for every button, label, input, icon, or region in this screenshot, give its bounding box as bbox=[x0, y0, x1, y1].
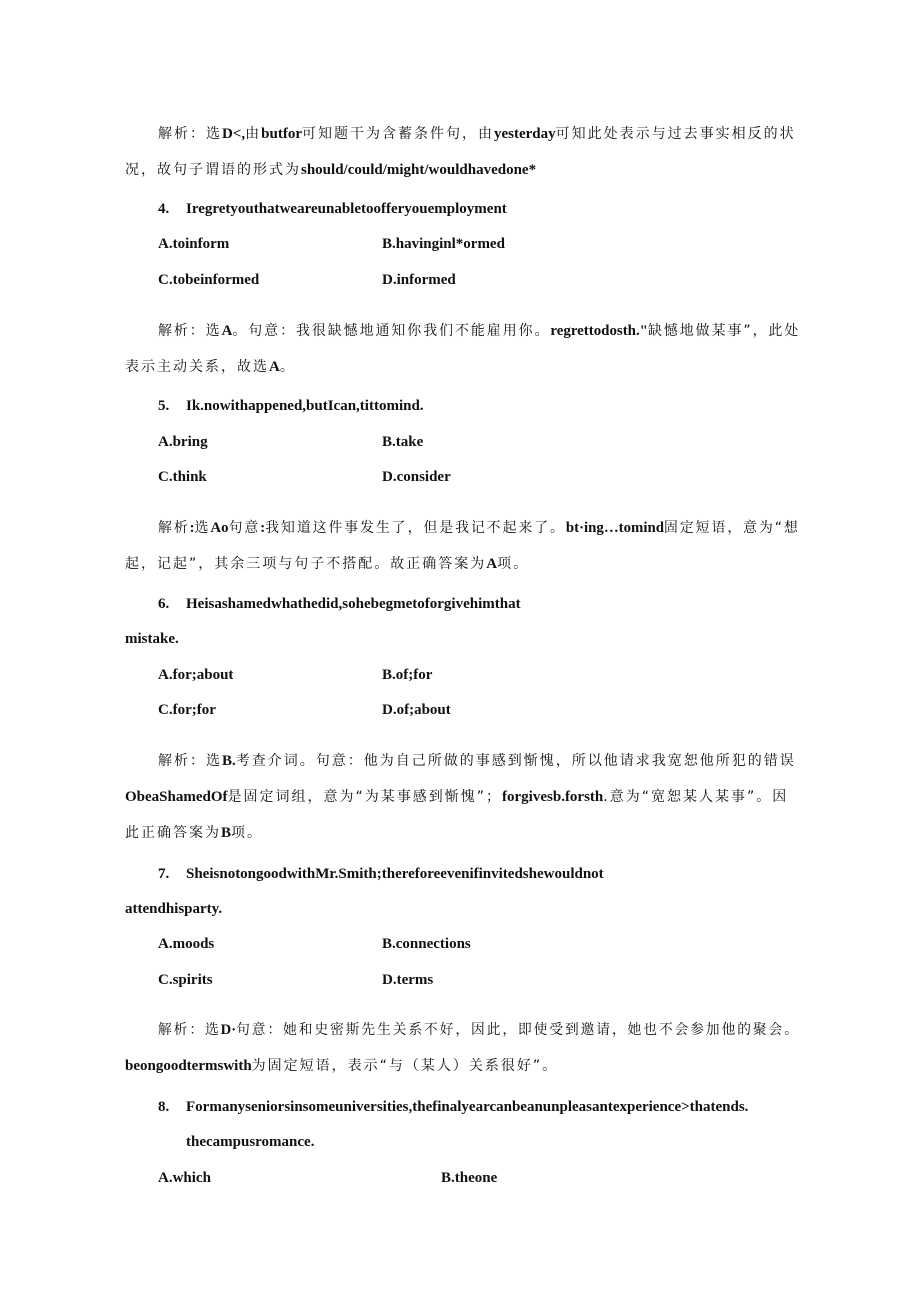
english-term: beongoodtermswith bbox=[125, 1058, 252, 1074]
chinese-text: 项。 bbox=[231, 825, 264, 841]
question-8-option-a: A.which bbox=[158, 1170, 211, 1186]
question-6-option-b: B.of;for bbox=[382, 667, 433, 683]
question-7-option-a: A.moods bbox=[158, 936, 215, 952]
question-7-stem-continued: attendhisparty. bbox=[125, 901, 223, 917]
chinese-text: 况，故句子谓语的形式为 bbox=[125, 162, 301, 178]
question-5-option-a: A.bring bbox=[158, 434, 208, 450]
question-6-number: 6. bbox=[158, 596, 170, 612]
chinese-text: 句意：她和史密斯先生关系不好，因此，即使受到邀请，她也不会参加他的聚会。 bbox=[236, 1022, 800, 1038]
english-term: D· bbox=[220, 1022, 237, 1038]
question-5-option-b: B.take bbox=[382, 434, 424, 450]
english-term: bt·ing…tomind bbox=[565, 520, 665, 536]
chinese-text: 我知道这件事发生了，但是我记不起来了。 bbox=[265, 520, 566, 536]
english-term: regrettodosth." bbox=[550, 323, 648, 339]
chinese-text: 固定短语，意为“想 bbox=[664, 520, 800, 536]
question-7-text: SheisnotongoodwithMr.Smith;thereforeevenifinvitedshewouldnot bbox=[186, 866, 604, 882]
english-term: : bbox=[189, 520, 195, 536]
explanation-4-line-1 bbox=[158, 320, 800, 341]
question-8-text: Formanyseniorsinsomeuniversities,thefinalyearcanbeanunpleasantexperience>thatends. bbox=[186, 1099, 749, 1115]
english-term: B bbox=[221, 825, 232, 841]
question-6-stem bbox=[158, 594, 521, 614]
explanation-5-line-2 bbox=[125, 553, 529, 574]
question-6-option-d: D.of;about bbox=[382, 702, 451, 718]
question-4-text: Iregretyouthatweareunabletoofferyouemployment bbox=[186, 201, 507, 217]
question-8-option-b: B.theone bbox=[441, 1170, 498, 1186]
question-5-option-d: D.consider bbox=[382, 469, 451, 485]
question-6-text: Heisashamedwhathedid,sohebegmetoforgivehimthat bbox=[186, 596, 521, 612]
chinese-text: 解析 bbox=[158, 520, 190, 536]
english-term: D<, bbox=[222, 126, 246, 142]
chinese-text: 缺憾地做某事”，此处 bbox=[647, 323, 801, 339]
chinese-text: .意为“宽恕某人某事”。因 bbox=[603, 789, 789, 805]
chinese-text: 项。 bbox=[497, 556, 530, 572]
question-5-stem bbox=[158, 396, 424, 416]
explanation-6-line-3 bbox=[125, 822, 263, 843]
chinese-text: 解析：选 bbox=[158, 323, 222, 339]
question-7-option-c: C.spirits bbox=[158, 972, 213, 988]
question-4-number: 4. bbox=[158, 201, 170, 217]
chinese-text: 此正确答案为 bbox=[125, 825, 221, 841]
question-4-option-d: D.informed bbox=[382, 272, 456, 288]
question-7-stem bbox=[158, 864, 604, 884]
chinese-text: 为固定短语，表示“与（某人）关系很好”。 bbox=[251, 1058, 559, 1074]
english-term: Ao bbox=[210, 520, 229, 536]
question-8-stem bbox=[158, 1097, 748, 1117]
chinese-text: 。 bbox=[279, 359, 296, 375]
chinese-text: 解析：选 bbox=[158, 1022, 221, 1038]
question-6-stem-continued: mistake. bbox=[125, 631, 179, 647]
question-4-stem bbox=[158, 199, 507, 219]
english-term: forgivesb.forsth bbox=[502, 789, 604, 805]
english-term: A bbox=[486, 556, 498, 572]
question-6-option-a: A.for;about bbox=[158, 667, 234, 683]
chinese-text: 解析：选 bbox=[158, 126, 222, 142]
question-4-option-c: C.tobeinformed bbox=[158, 272, 260, 288]
question-5-number: 5. bbox=[158, 398, 170, 414]
english-term: : bbox=[260, 520, 266, 536]
question-5-option-c: C.think bbox=[158, 469, 207, 485]
question-4-option-a: A.toinform bbox=[158, 236, 230, 252]
explanation-5-line-1 bbox=[158, 517, 800, 538]
english-term: B. bbox=[222, 753, 236, 769]
question-8-stem-continued: thecampusromance. bbox=[186, 1134, 315, 1150]
chinese-text: 考查介词。句意：他为自己所做的事感到惭愧，所以他请求我宽恕他所犯的错误 bbox=[235, 753, 796, 769]
explanation-7-line-2 bbox=[125, 1055, 558, 1076]
chinese-text: 是固定词组，意为“为某事感到惭愧”； bbox=[227, 789, 503, 805]
english-term: ObeaShamedOf bbox=[125, 789, 228, 805]
english-term: A bbox=[221, 323, 233, 339]
english-term: butfor bbox=[261, 126, 302, 142]
english-term: A bbox=[269, 359, 280, 375]
chinese-text: 。句意：我很缺憾地通知你我们不能雇用你。 bbox=[232, 323, 551, 339]
chinese-text: 可知题干为含蓄条件句，由 bbox=[301, 126, 494, 142]
explanation-3-line-2 bbox=[125, 159, 536, 180]
chinese-text: 表示主动关系，故选 bbox=[125, 359, 269, 375]
explanation-4-line-2 bbox=[125, 356, 296, 377]
chinese-text: 可知此处表示与过去事实相反的状 bbox=[555, 126, 796, 142]
question-7-option-b: B.connections bbox=[382, 936, 471, 952]
english-term: yesterday bbox=[493, 126, 556, 142]
question-7-number: 7. bbox=[158, 866, 170, 882]
question-4-option-b: B.havinginl*ormed bbox=[382, 236, 505, 252]
explanation-6-line-2 bbox=[125, 786, 788, 807]
chinese-text: 由 bbox=[245, 126, 262, 142]
chinese-text: 句意 bbox=[228, 520, 261, 536]
english-term: should/could/might/wouldhavedone* bbox=[301, 162, 537, 178]
chinese-text: 选 bbox=[194, 520, 211, 536]
chinese-text: 起，记起”，其余三项与句子不搭配。故正确答案为 bbox=[125, 556, 487, 572]
question-6-option-c: C.for;for bbox=[158, 702, 216, 718]
chinese-text: 解析：选 bbox=[158, 753, 222, 769]
question-8-number: 8. bbox=[158, 1099, 170, 1115]
explanation-3-line-1 bbox=[158, 123, 796, 144]
explanation-7-line-1 bbox=[158, 1019, 800, 1040]
question-5-text: Ik.nowithappened,butIcan,tittomind. bbox=[186, 398, 424, 414]
explanation-6-line-1 bbox=[158, 750, 796, 771]
question-7-option-d: D.terms bbox=[382, 972, 434, 988]
